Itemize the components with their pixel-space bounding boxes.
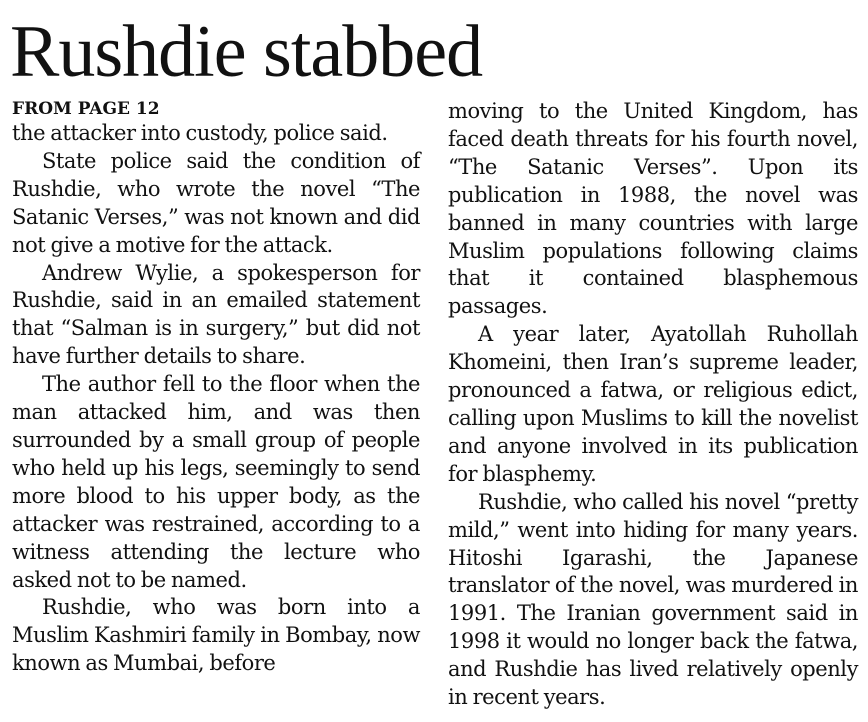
paragraph-continued: the attacker into custody, police said. bbox=[12, 121, 388, 145]
paragraph-background-start: Rushdie, who was born into a Muslim Kashmiri family in Bombay, now known as Mumbai, before bbox=[12, 595, 420, 676]
jump-line: FROM PAGE 12 bbox=[12, 99, 160, 119]
paragraph-police-condition: State police said the condition of Rushdie, who wrote the novel “The Satanic Verses,” was not known and did not give a motive for the attack. bbox=[12, 148, 420, 257]
headline: Rushdie stabbed bbox=[10, 11, 483, 93]
left-column bbox=[12, 120, 420, 678]
paragraph-witness-account: The author fell to the floor when the man attacked him, and was then surrounded by a small group of people who held up his legs, seemingly to send more blood to his upper body, as the attacker was restrained, according to a witness attending the lecture who asked not to be named. bbox=[12, 372, 420, 592]
paragraph-hiding: Rushdie, who called his novel “pretty mild,” went into hiding for many years. Hitoshi Igarashi, the Japanese translator of the novel, was murdered in 1991. The Iranian government said in 1998 it would no longer back the fatwa, and Rushdie has lived relatively openly in recent years. bbox=[448, 489, 858, 710]
right-column bbox=[448, 98, 858, 712]
paragraph-fatwa: A year later, Ayatollah Ruhollah Khomeini, then Iran’s supreme leader, pronounced a fatwa, or religious edict, calling upon Muslims to kill the novelist and anyone involved in its publication for blasphemy. bbox=[448, 322, 858, 486]
paragraph-spokesperson: Andrew Wylie, a spokesperson for Rushdie, said in an emailed statement that “Salman is in surgery,” but did not have further details to share. bbox=[12, 260, 420, 369]
paragraph-background-continued: moving to the United Kingdom, has faced death threats for his fourth novel, “The Satanic Verses”. Upon its publication in 1988, the novel was banned in many countries with large Muslim populations following claims that it contained blasphemous passages. bbox=[448, 99, 858, 319]
